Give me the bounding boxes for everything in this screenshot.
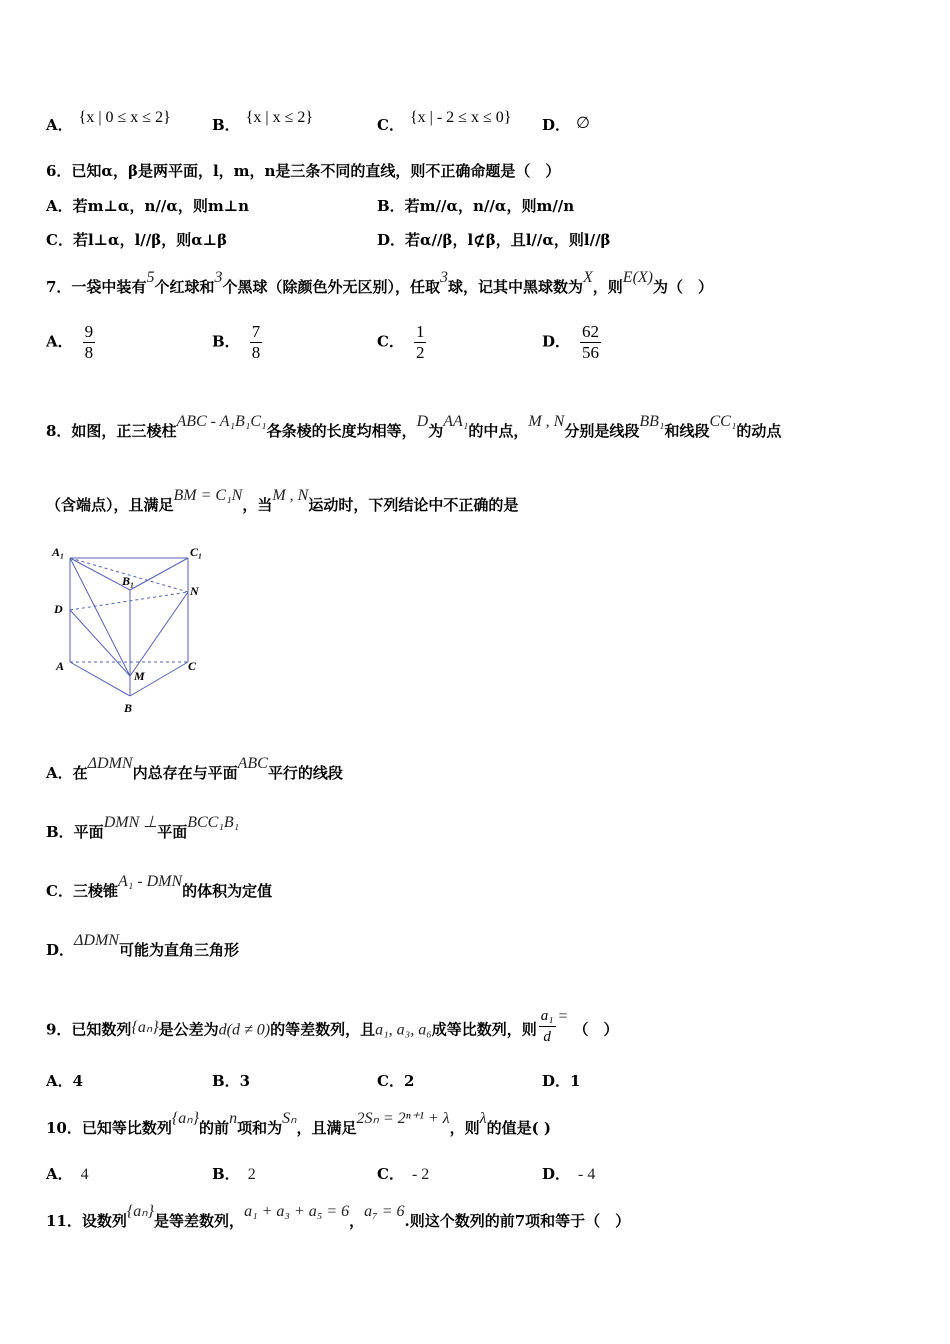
q5-option-a: A． {x | 0 ≤ x ≤ 2} — [46, 109, 171, 134]
q7-option-d: D． $\frac{62}{56}$ — [542, 322, 600, 362]
q6-option-b: B．若m//α，n//α，则m//n — [377, 197, 575, 215]
q5-option-d: D． ∅ — [542, 115, 590, 134]
label-d: D — [54, 602, 63, 616]
q8-option-b: B．平面DMN ⊥平面BCC₁B₁ — [46, 814, 240, 841]
q7-option-a: A． $\frac{9}{8}$ — [46, 322, 94, 362]
q6-option-c: C．若l⊥α，l//β，则α⊥β — [46, 231, 228, 249]
edge-a1b1 — [70, 558, 130, 590]
label-b: B — [124, 701, 133, 715]
q6-option-d: D．若α//β，l⊄β，且l//α，则l//β — [377, 231, 611, 249]
q7-option-b: B． $\frac{7}{8}$ — [212, 322, 261, 362]
q7-stem: 7．一袋中装有5个红球和3个黑球（除颜色外无区别），任取3球，记其中黑球数为X，则E(X)为（ ） — [46, 269, 714, 296]
q6-option-a: A．若m⊥α，n//α，则m⊥n — [46, 197, 250, 215]
q5-option-b: B． {x | x ≤ 2} — [212, 109, 314, 134]
prism-figure — [40, 540, 220, 720]
label-n: N — [190, 584, 199, 598]
q10-option-d: D． - 4 — [542, 1165, 596, 1183]
q9-option-d: D．1 — [542, 1072, 581, 1090]
segment-a1m — [70, 558, 130, 676]
label-a1: A₁ — [52, 545, 65, 559]
segment-mn — [130, 592, 188, 676]
label-b1: B₁ — [122, 574, 135, 588]
segment-dn — [70, 592, 188, 610]
q10-option-b: B． 2 — [212, 1165, 256, 1183]
label-m: M — [134, 669, 145, 683]
q9-stem: 9．已知数列{aₙ}是公差为d(d ≠ 0)的等差数列，且a₁, a₃, a₆成等比数列，则 $\frac{\text{a₁}}{d}$ = （ ） — [46, 1007, 619, 1045]
q9-option-c: C．2 — [377, 1072, 415, 1090]
q9-option-a: A．4 — [46, 1072, 84, 1090]
label-c: C — [188, 659, 197, 673]
q7-option-c: C． $\frac{1}{2}$ — [377, 322, 425, 362]
q8-stem-line2: （含端点），且满足BM = C₁N，当M , N运动时，下列结论中不正确的是 — [46, 487, 519, 514]
q6-stem: 6．已知α，β是两平面，l，m，n是三条不同的直线，则不正确命题是（ ） — [46, 162, 561, 180]
q9-option-b: B．3 — [212, 1072, 251, 1090]
q8-option-a: A．在ΔDMN内总存在与平面ABC平行的线段 — [46, 755, 343, 782]
q5-option-c: C． {x | - 2 ≤ x ≤ 0} — [377, 109, 512, 134]
q8-option-d: D．ΔDMN可能为直角三角形 — [46, 932, 239, 959]
segment-dm — [70, 610, 130, 676]
q11-stem: 11．设数列{aₙ}是等差数列，a₁ + a₃ + a₅ = 6，a₇ = 6.则这个数列的前7项和等于（ ） — [46, 1203, 631, 1230]
edge-b1c1 — [130, 558, 188, 590]
edge-ab — [70, 662, 130, 696]
label-a: A — [56, 659, 65, 673]
q10-option-c: C． - 2 — [377, 1165, 430, 1183]
q8-option-c: C．三棱锥A₁ - DMN的体积为定值 — [46, 873, 273, 900]
q10-stem: 10．已知等比数列{aₙ}的前n项和为Sₙ，且满足2Sₙ = 2ⁿ⁺¹ + λ，则λ的值是( ) — [46, 1110, 552, 1137]
q8-stem-line1: 8．如图，正三棱柱ABC - A₁B₁C₁各条棱的长度均相等，D为AA₁的中点，M , N分别是线段BB₁和线段CC₁的动点 — [46, 413, 782, 440]
label-c1: C₁ — [190, 545, 203, 559]
q10-option-a: A． 4 — [46, 1165, 89, 1183]
